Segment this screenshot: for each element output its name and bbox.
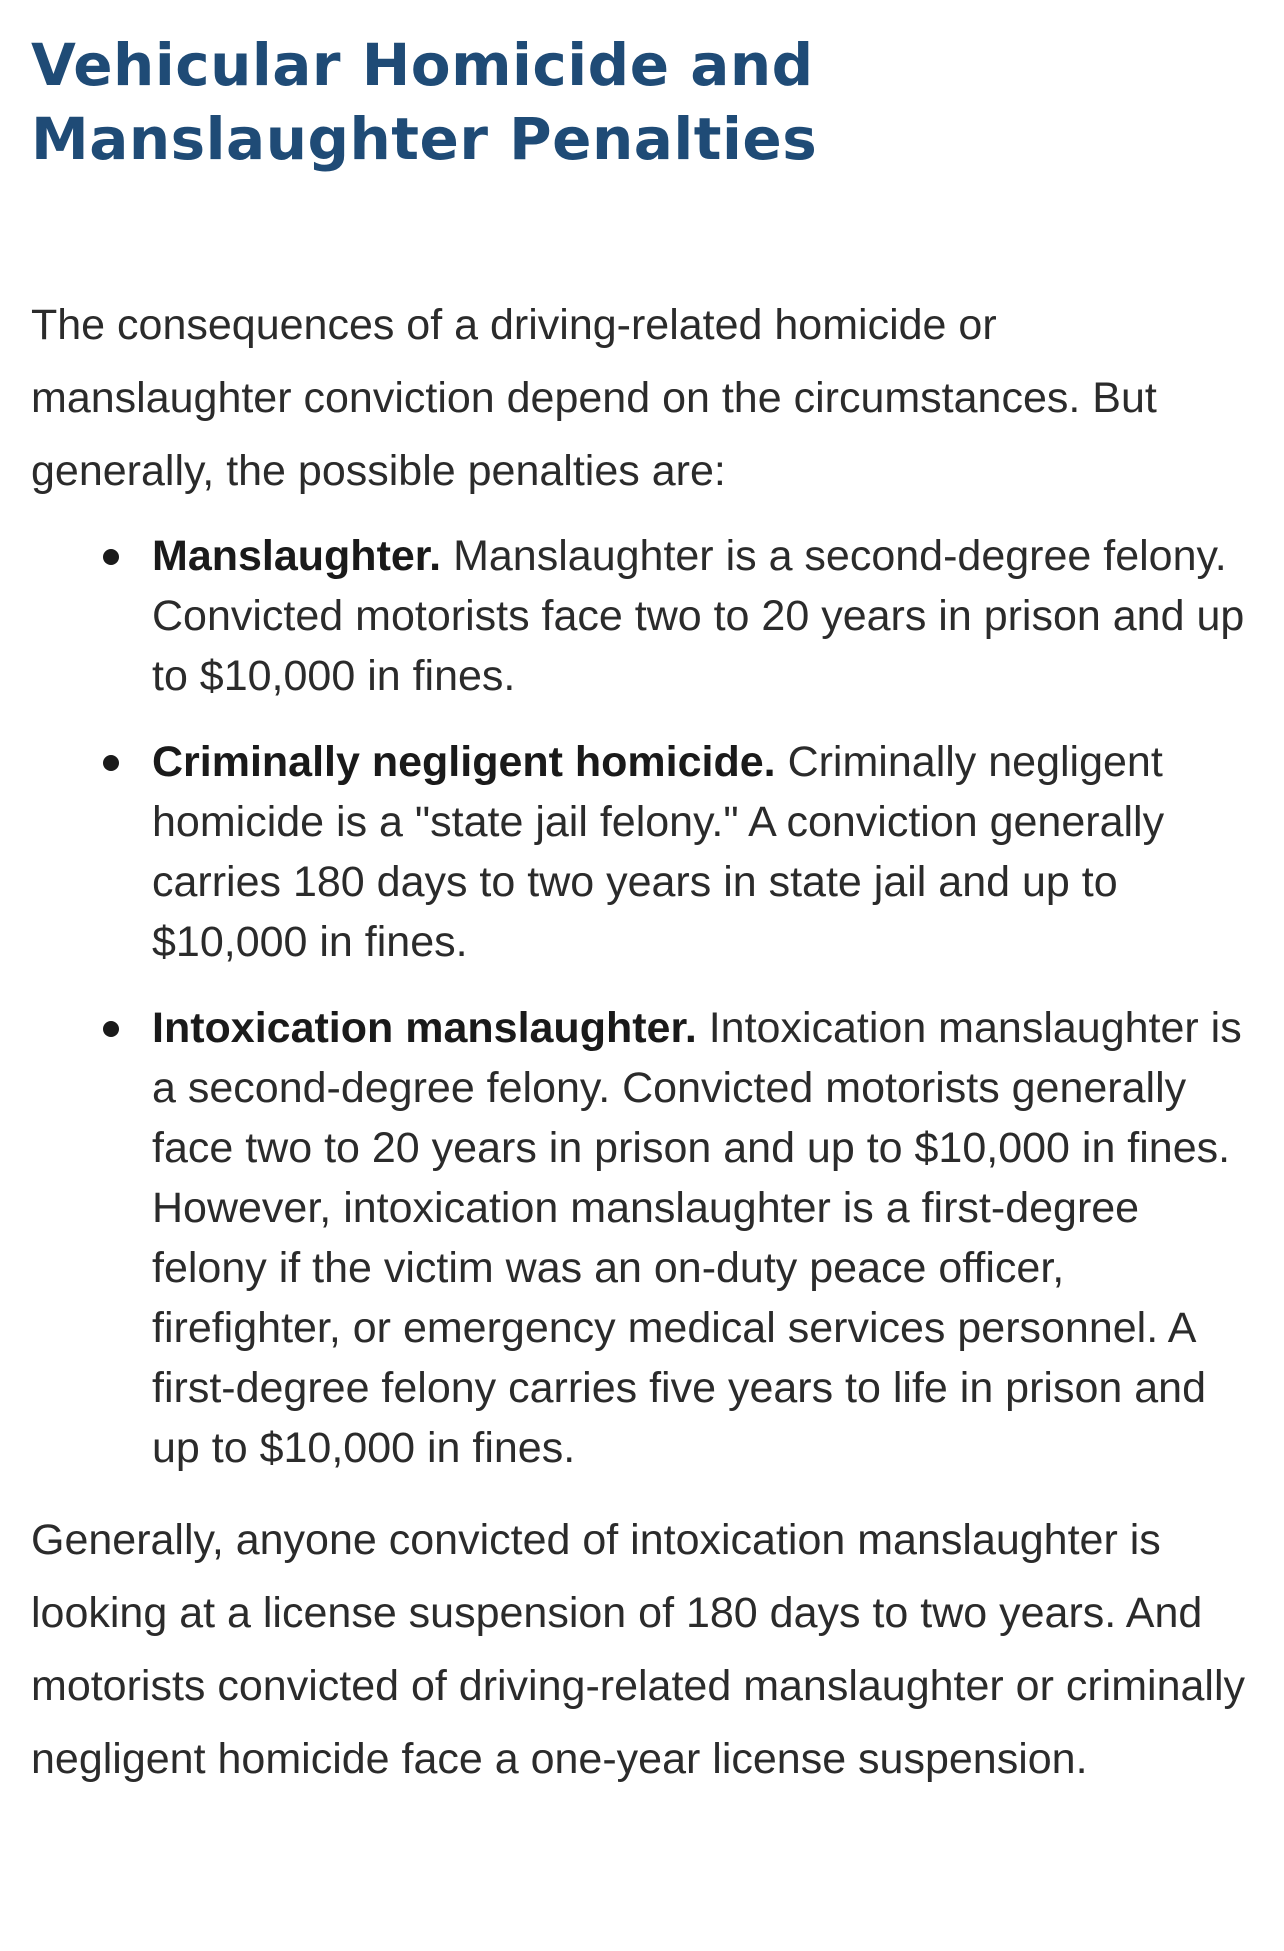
penalty-term: Criminally negligent homicide. [152, 738, 776, 786]
intro-paragraph: The consequences of a driving-related homicide or manslaughter conviction depend on the circumstances. But generally, the possible penalties are: [31, 301, 1157, 495]
penalty-description: Criminally negligent homicide is a "state jail felony." A conviction generally carries 180 days to two years in state jail and up to $10,000 in fines. [152, 738, 1165, 966]
penalty-list [31, 526, 1261, 1478]
penalty-description: Intoxication manslaughter is a second-degree felony. Convicted motorists generally face two to 20 years in prison and up to $10,000 in fines. However, intoxication manslaughter is a first-degree felony if the victim was an on-duty peace officer, firefighter, or emergency medical services personnel. A first-degree felony carries five years to life in prison and up to $10,000 in fines. [152, 1004, 1242, 1472]
closing-paragraph: Generally, anyone convicted of intoxication manslaughter is looking at a license suspension of 180 days to two years. And motorists convicted of driving-related manslaughter or criminally negligent homicide face a one-year license suspension. [31, 1516, 1246, 1783]
article [31, 28, 1261, 1796]
bullet-icon [103, 755, 119, 771]
penalty-item-intoxication-manslaughter [31, 998, 1261, 1478]
penalty-term: Manslaughter. [152, 532, 442, 580]
penalty-item-manslaughter [31, 526, 1261, 706]
penalty-item-criminally-negligent-homicide [31, 732, 1261, 972]
bullet-icon [103, 549, 119, 565]
penalty-description: Manslaughter is a second-degree felony. Convicted motorists face two to 20 years in prison and up to $10,000 in fines. [152, 532, 1245, 700]
page-title [31, 28, 1261, 176]
bullet-icon [103, 1021, 119, 1037]
page-title-line-1: Vehicular Homicide and [31, 31, 814, 99]
penalty-term: Intoxication manslaughter. [152, 1004, 697, 1052]
page-title-line-2: Manslaughter Penalties [31, 105, 818, 173]
